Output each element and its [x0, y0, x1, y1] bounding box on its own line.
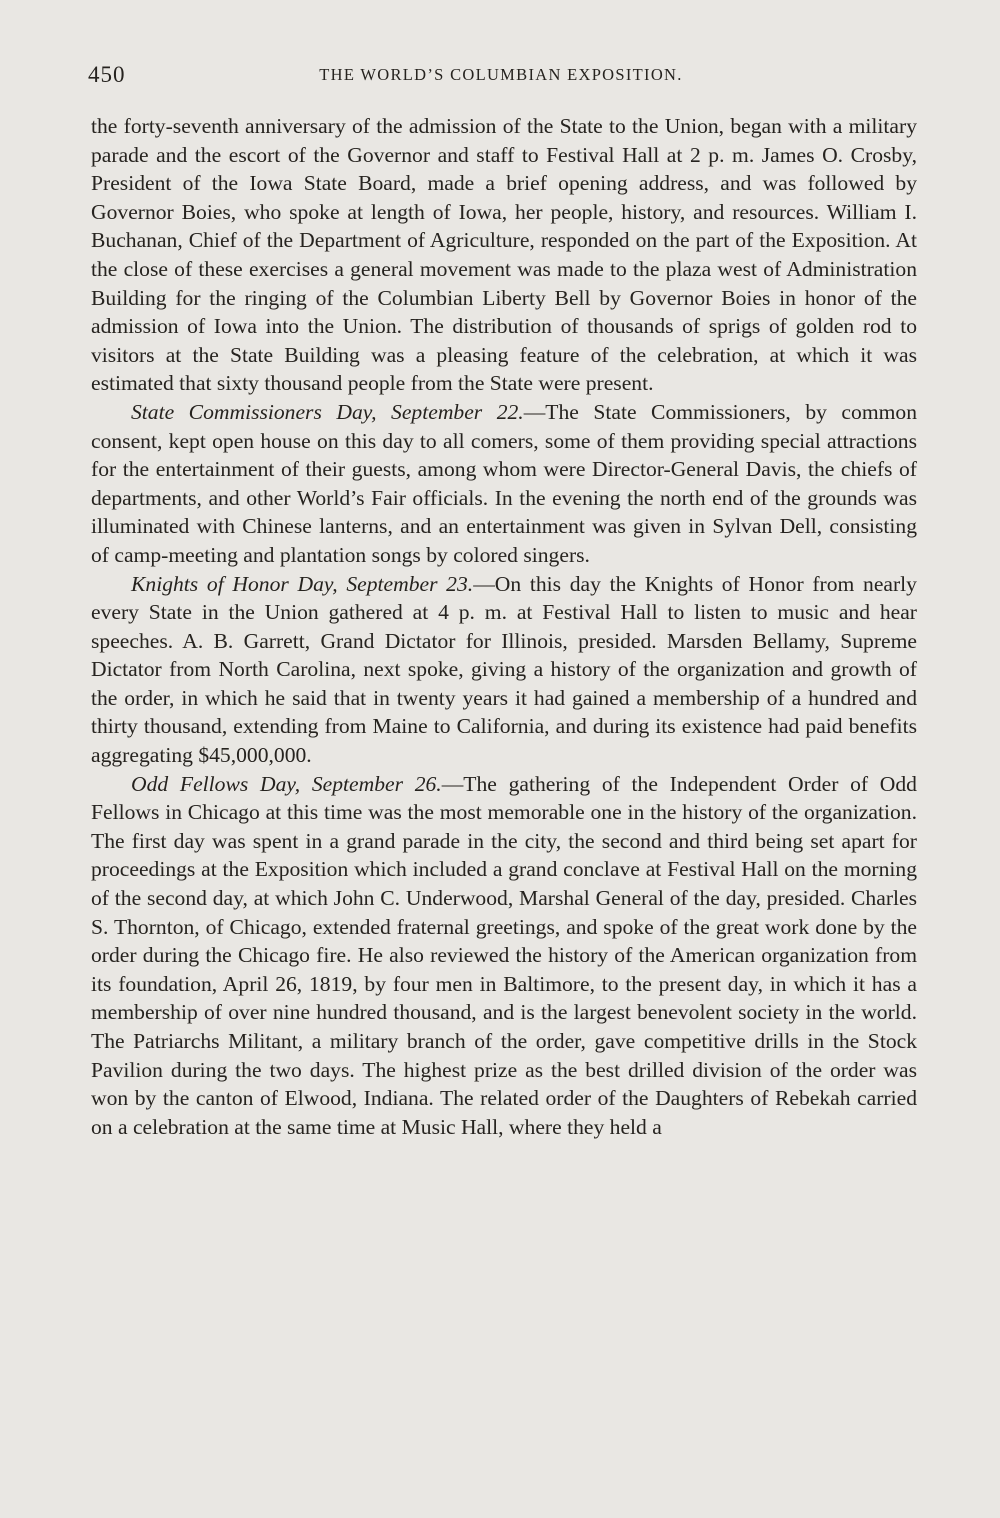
paragraph-lead-heading: State Commissioners Day, September 22.	[131, 399, 524, 424]
paragraph-text: the forty-seventh anniversary of the admission of the State to the Union, began with a military parade and the escort of the Governor and staff to Festival Hall at 2 p. m. James O. Crosby, President of the Iowa State Board, made a brief opening address, and was followed by Governor Boies, who spoke at length of Iowa, her people, history, and resources. William I. Buchanan, Chief of the Department of Agriculture, responded on the part of the Exposition. At the close of these exercises a general movement was made to the plaza west of Administration Building for the ringing of the Columbian Liberty Bell by Governor Boies in honor of the admission of Iowa into the Union. The distribution of thousands of sprigs of golden rod to visitors at the State Building was a pleasing feature of the celebration, at which it was estimated that sixty thousand people from the State were present.	[91, 114, 917, 396]
paragraph-lead-heading: Odd Fellows Day, September 26.	[131, 771, 442, 796]
running-title: THE WORLD’S COLUMBIAN EXPOSITION.	[319, 65, 683, 84]
paragraph-text: —The State Commissioners, by common consent, kept open house on this day to all comers, some of them providing special attractions for the entertainment of their guests, among whom were Director-General Davis, the chiefs of departments, and other World’s Fair officials. In the evening the north end of the grounds was illuminated with Chinese lanterns, and an entertainment was given in Sylvan Dell, consisting of camp-meeting and plantation songs by colored singers.	[91, 399, 917, 567]
page-header	[88, 62, 914, 90]
paragraph-iowa-day-continued	[91, 112, 917, 398]
page-number: 450	[88, 62, 126, 87]
paragraph-text: —On this day the Knights of Honor from nearly every State in the Union gathered at 4 p. m. at Festival Hall to listen to music and hear speeches. A. B. Garrett, Grand Dictator for Illinois, presided. Marsden Bellamy, Supreme Dictator from North Carolina, next spoke, giving a history of the organization and growth of the order, in which he said that in twenty years it had gained a membership of a hundred and thirty thousand, extending from Maine to California, and during its existence had paid benefits aggregating $45,000,000.	[91, 571, 917, 768]
body-text	[91, 112, 917, 1141]
paragraph-text: —The gathering of the Independent Order of Odd Fellows in Chicago at this time was the most memorable one in the history of the organization. The first day was spent in a grand parade in the city, the second and third being set apart for proceedings at the Exposition which included a grand conclave at Festival Hall on the morning of the second day, at which John C. Underwood, Marshal General of the day, presided. Charles S. Thornton, of Chicago, extended fraternal greetings, and spoke of the great work done by the order during the Chicago fire. He also reviewed the history of the American organization from its foundation, April 26, 1819, by four men in Baltimore, to the present day, in which it has a membership of over nine hundred thousand, and is the largest benevolent society in the world. The Patriarchs Militant, a military branch of the order, gave competitive drills in the Stock Pavilion during the two days. The highest prize as the best drilled division of the order was won by the canton of Elwood, Indiana. The related order of the Daughters of Rebekah carried on a celebration at the same time at Music Hall, where they held a	[91, 771, 917, 1139]
paragraph-state-commissioners-day	[91, 398, 917, 570]
paragraph-lead-heading: Knights of Honor Day, September 23.	[131, 571, 474, 596]
paragraph-odd-fellows-day	[91, 770, 917, 1142]
paragraph-knights-of-honor-day	[91, 570, 917, 770]
